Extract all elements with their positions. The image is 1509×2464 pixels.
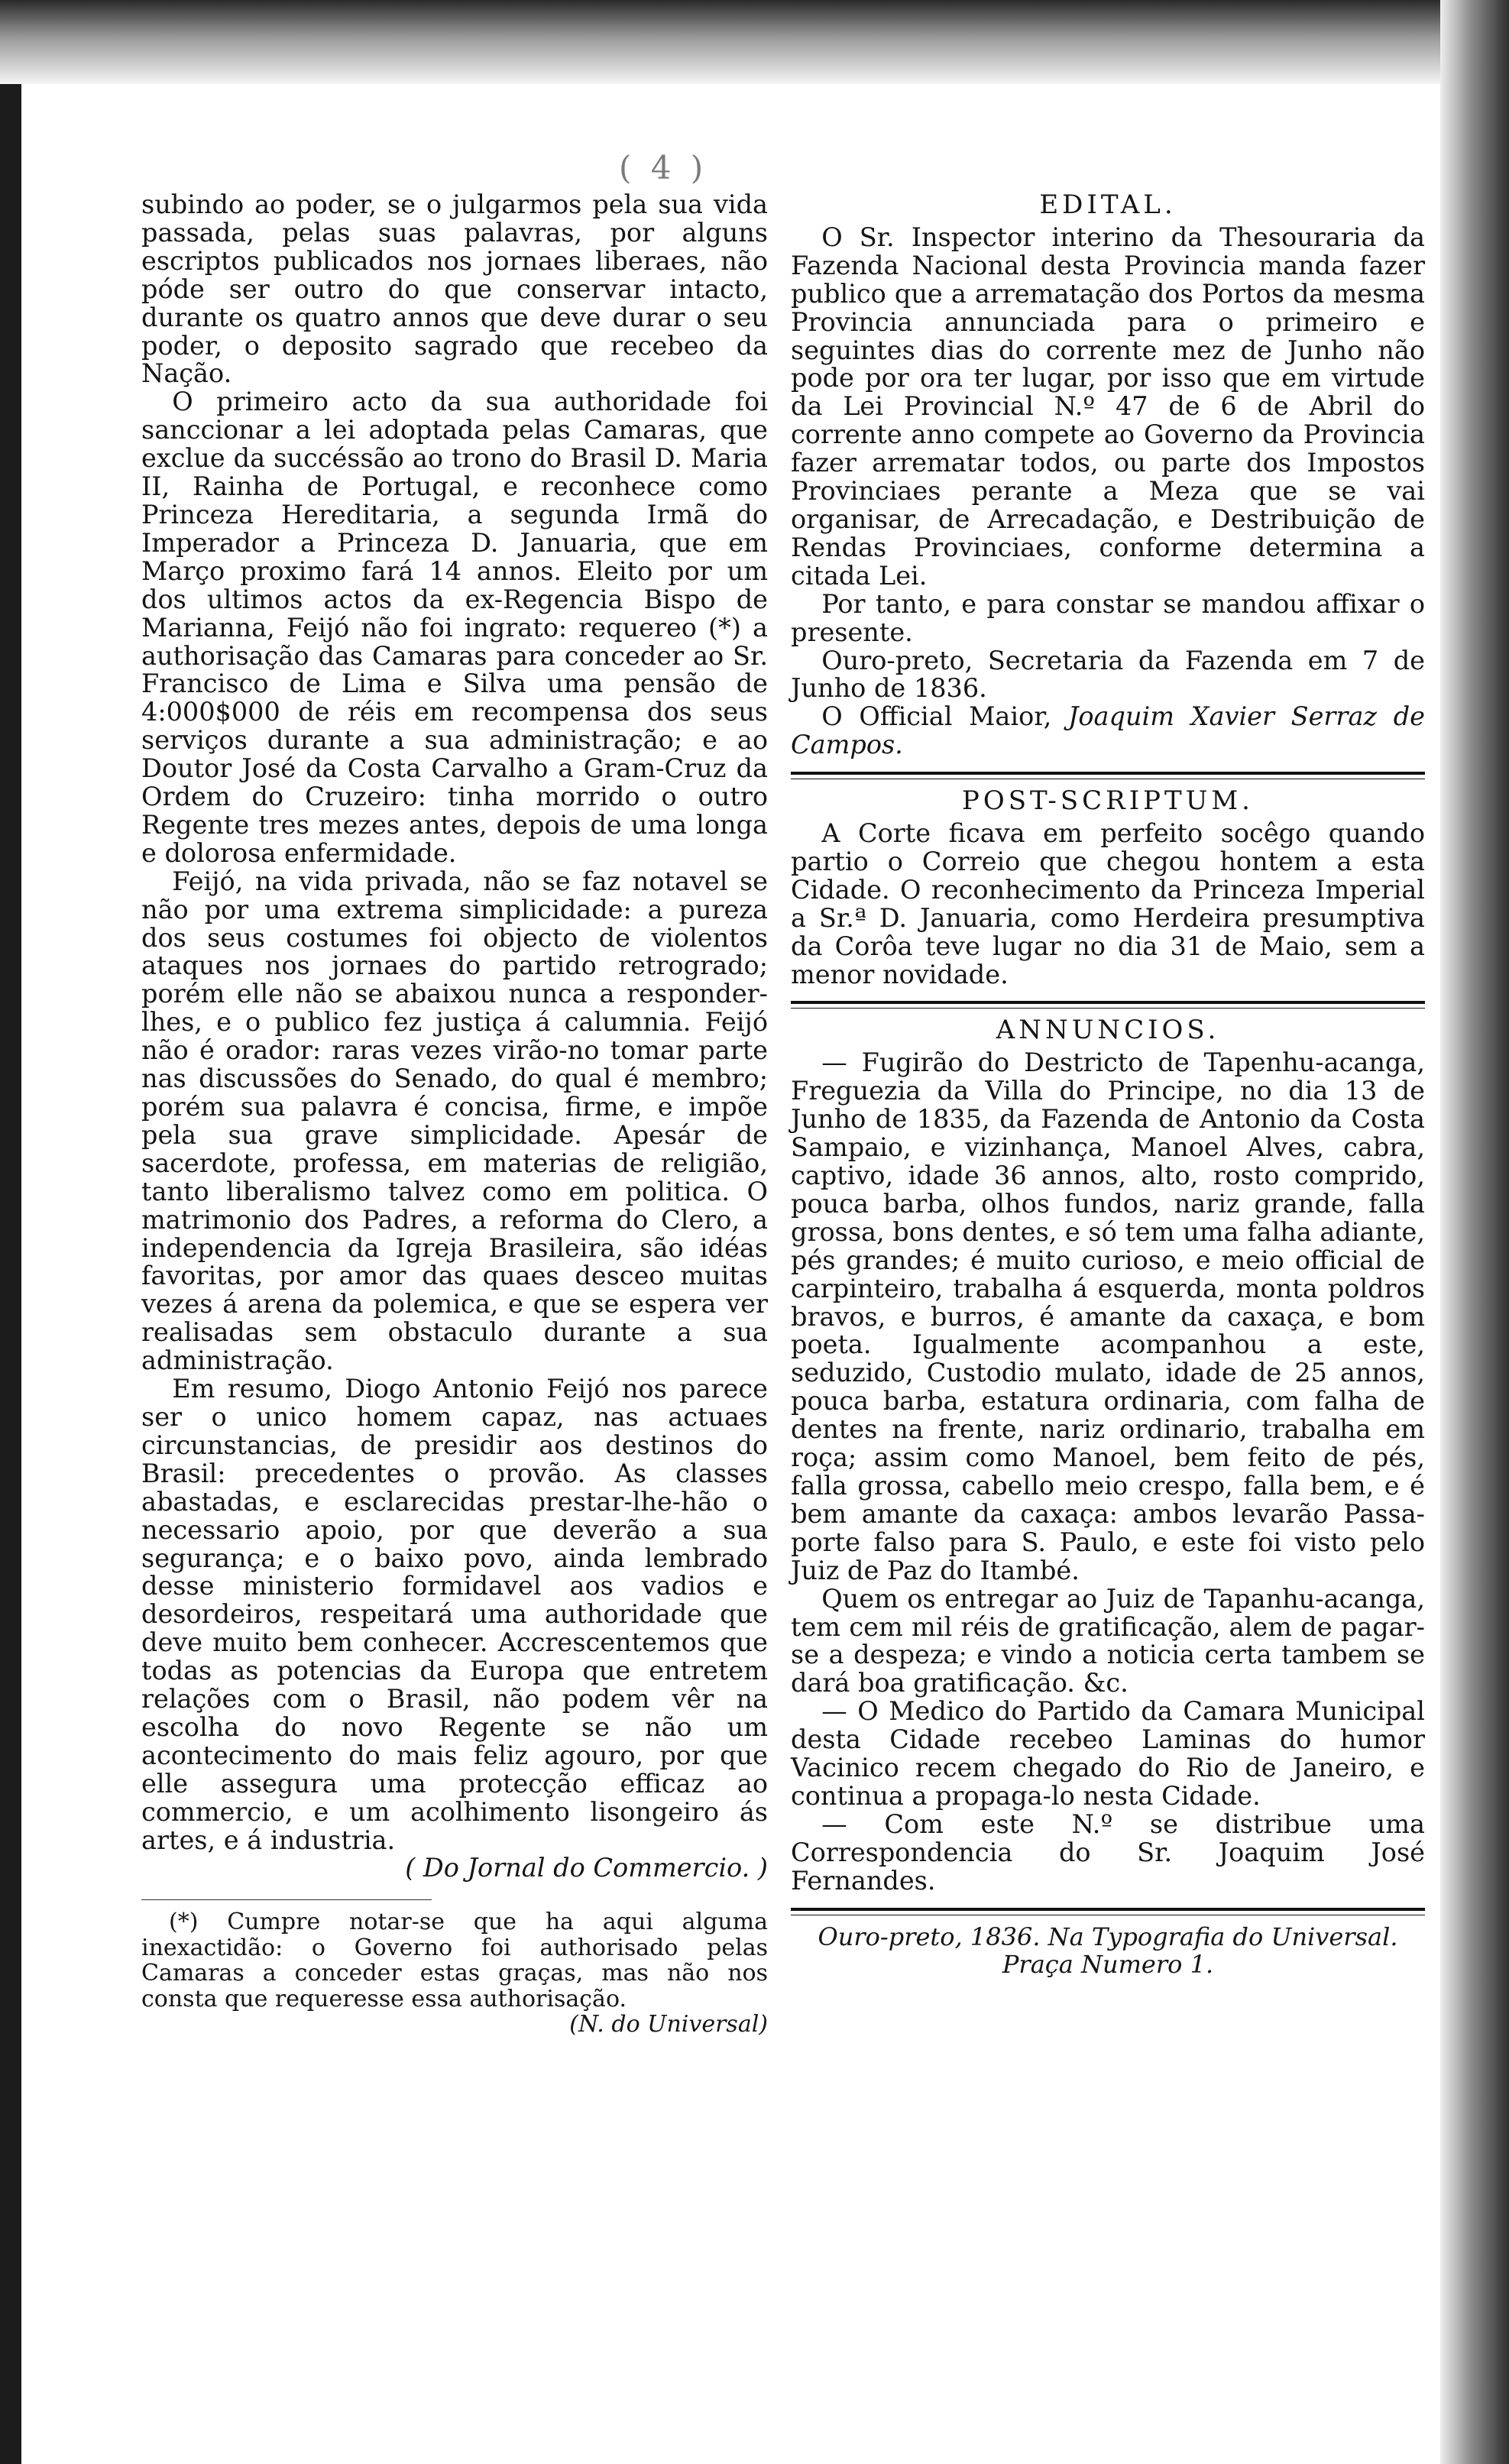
scan-edge-left — [0, 0, 21, 2464]
edital-close: Por tanto, e para constar se mandou affixar o presente. — [791, 588, 1425, 647]
postscript-heading: POST-SCRIPTUM. — [962, 785, 1254, 817]
edital-heading: EDITAL. — [1039, 189, 1177, 220]
edital-body: O Sr. Inspector interino da Thesouraria da Fazenda Nacional desta Provincia manda fazer publico que a arrematação dos Portos da mesma Provincia annunciada para o primeiro e seguintes dias do corrente mez de Junho não pode por ora ter lugar, por isso que em virtude da Lei Provincial N.º 47 de 6 de Abril do corrente anno compete ao Governo da Provincia fazer arrematar todos, ou parte dos Impostos Provinciaes perante a Meza que se vai organisar, de Arrecadação, e Destribuição de Rendas Provinciaes, conforme determina a citada Lei. — [791, 222, 1425, 591]
announcement: Quem os entregar ao Juiz de Tapanhu-acanga, tem cem mil réis de gratificação, alem de pagar-se a despeza; e vindo a noticia certa tambem se dará boa gratificação. &c. — [791, 1583, 1425, 1698]
footnote: (*) Cumpre notar-se que ha aqui alguma inexactidão: o Governo foi authorisado pelas Camaras a conceder estas graças, mas não nos consta que requeresse essa authorisação. — [141, 1909, 768, 2012]
article-paragraph: Em resumo, Diogo Antonio Feijó nos parece ser o unico homem capaz, nas actuaes circunstancias, de presidir aos destinos do Brasil: precedentes o provão. As classes abastadas, e esclarecidas prestar-lhe-hão o necessario apoio, por que deverão a sua segurança; e o baixo povo, ainda lembrado desse ministerio formidavel aos vadios e desordeiros, respeitará uma authoridade que deve muito bem conhecer. Accrescentemos que todas as potencias da Europa que entretem relações com o Brasil, não podem vêr na escolha do novo Regente se não um acontecimento do mais feliz agouro, por que elle assegura uma protecção efficaz ao commercio, e um acolhimento lisongeiro ás artes, e á industria. — [141, 1374, 768, 1855]
imprint-divider — [791, 1908, 1425, 1915]
footnote-divider — [141, 1899, 432, 1900]
announcement: — Fugirão do Destricto de Tapenhu-acanga, Freguezia da Villa do Principe, no dia 13 de Junho de 1835, da Fazenda de Antonio da Costa Sampaio, e vizinhança, Manoel Alves, cabra, captivo, idade 36 annos, alto, rosto comprido, pouca barba, olhos fundos, nariz grande, falla grossa, bons dentes, e só tem uma falha adiante, pés grandes; é muito curioso, e meio official de carpinteiro, trabalha á esquerda, monta poldros bravos, e burros, é amante da caxaça, e bom poeta. Igualmente acompanhou a este, seduzido, Custodio mulato, idade de 25 annos, pouca barba, estatura ordinaria, com falha de dentes na frente, nariz ordinario, trabalha em roça; assim como Manoel, bem feito de pés, falla grossa, cabello meio crespo, falla bem, e é bem amante da caxaça: ambos levarão Passa-porte falso para S. Paulo, e este foi visto pelo Juiz de Paz do Itambé. — [791, 1047, 1425, 1585]
announcements-heading: ANNUNCIOS. — [996, 1015, 1220, 1046]
page-number: ( 4 ) — [619, 149, 708, 186]
postscript-body: A Corte ficava em perfeito socêgo quando partio o Correio que chegou hontem a esta Cidade. O reconhecimento da Princeza Imperial a Sr.ª D. Januaria, como Herdeira presumptiva da Corôa teve lugar no dia 31 de Maio, sem a menor novidade. — [791, 818, 1425, 989]
edital-signature — [791, 703, 1425, 759]
announcement: — O Medico do Partido da Camara Municipal desta Cidade recebeo Laminas do humor Vacinico recem chegado do Rio de Janeiro, e continua a propaga-lo nesta Cidade. — [791, 1696, 1425, 1811]
footnote-source: (N. do Universal) — [569, 2011, 768, 2038]
scan-edge-top — [0, 0, 1452, 84]
imprint: Ouro-preto, 1836. Na Typografia do Universal. Praça Numero 1. — [818, 1922, 1398, 1980]
article-source: ( Do Jornal do Commercio. ) — [405, 1853, 768, 1883]
signature-title: O Official Maior, — [821, 701, 1052, 732]
signature-name: Joaquim Xavier Serraz de Campos. — [791, 701, 1425, 760]
article-paragraph: subindo ao poder, se o julgarmos pela sua vida passada, pelas suas palavras, por alguns escriptos publicados nos jornaes liberaes, não póde ser outro do que conservar intacto, durante os quatro annos que deve durar o seu poder, o deposito sagrado que recebeo da Nação. — [141, 189, 768, 389]
scan-edge-right — [1440, 0, 1509, 2464]
article-paragraph: O primeiro acto da sua authoridade foi sanccionar a lei adoptada pelas Camaras, que exclue da succéssão ao trono do Brasil D. Maria II, Rainha de Portugal, e reconhece como Princeza Hereditaria, a segunda Irmã do Imperador a Princeza D. Januaria, que em Março proximo fará 14 annos. Eleito por um dos ultimos actos da ex-Regencia Bispo de Marianna, Feijó não foi ingrato: requereo (*) a authorisação das Camaras para conceder ao Sr. Francisco de Lima e Silva uma pensão de 4:000$000 de réis em recompensa dos seus serviços durante a sua administração; e ao Doutor José da Costa Carvalho a Gram-Cruz da Ordem do Cruzeiro: tinha morrido o outro Regente tres mezes antes, depois de uma longa e dolorosa enfermidade. — [141, 387, 768, 868]
article-paragraph: Feijó, na vida privada, não se faz notavel se não por uma extrema simplicidade: a pureza dos seus costumes foi objecto de violentos ataques nos jornaes do partido retrogrado; porém elle não se abaixou nunca a responder-lhes, e o publico fez justiça á calumnia. Feijó não é orador: raras vezes virão-no tomar parte nas discussões do Senado, do qual é membro; porém sua palavra é concisa, firme, e impõe pela sua grave simplicidade. Apesár de sacerdote, professa, em materias de religião, tanto liberalismo talvez como em politica. O matrimonio dos Padres, a reforma do Clero, a independencia da Igreja Brasileira, são idéas favoritas, por amor das quaes desceo muitas vezes á arena da polemica, e que se espera ver realisadas sem obstaculo durante a sua administração. — [141, 866, 768, 1376]
announcement: — Com este N.º se distribue uma Correspondencia do Sr. Joaquim José Fernandes. — [791, 1808, 1425, 1896]
left-column — [141, 191, 768, 2038]
edital-date: Ouro-preto, Secretaria da Fazenda em 7 de Junho de 1836. — [791, 645, 1425, 704]
section-divider — [791, 1001, 1425, 1009]
section-divider — [791, 772, 1425, 779]
right-column — [791, 191, 1425, 1979]
